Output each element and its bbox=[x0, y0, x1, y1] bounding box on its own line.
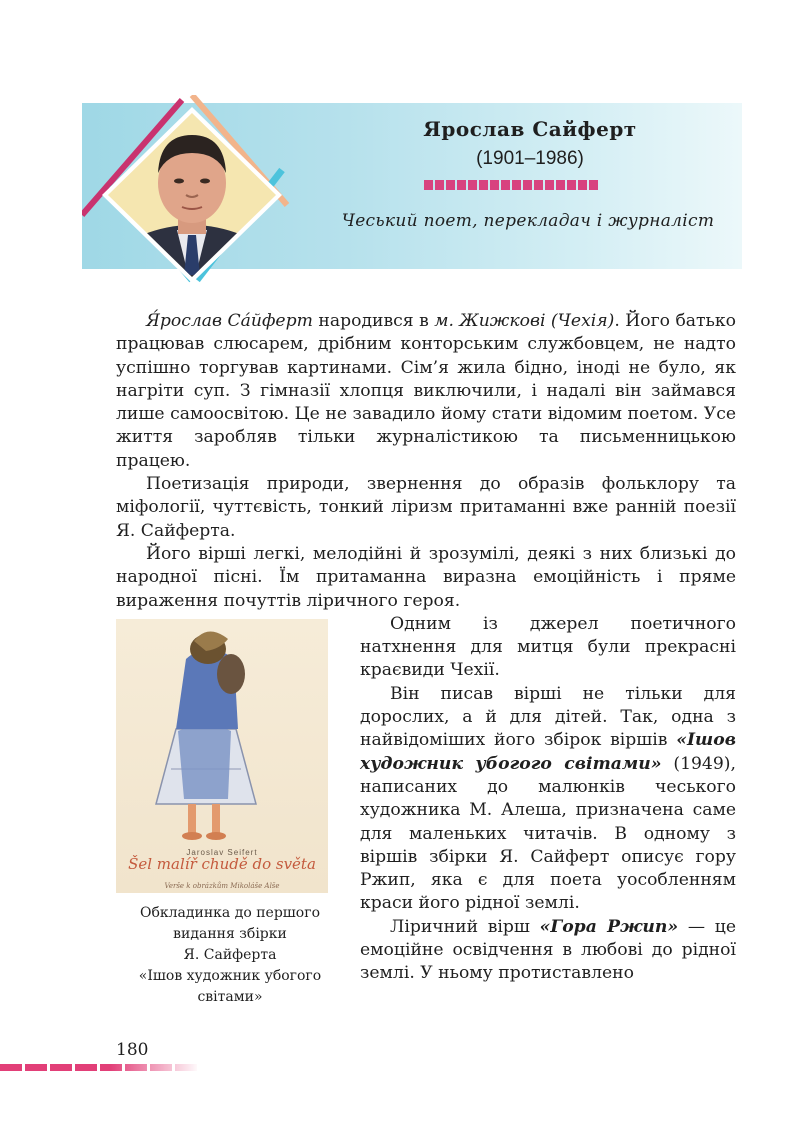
book-cover-image bbox=[116, 619, 328, 893]
author-name: Ярослав Сайферт bbox=[423, 117, 637, 141]
paragraph-4: Одним із джерел поетичного натхнення для митця були прекрасні краєвиди Чехії. bbox=[360, 613, 736, 681]
article-body bbox=[116, 310, 736, 1021]
author-portrait bbox=[82, 95, 302, 285]
page-number: 180 bbox=[116, 1040, 149, 1060]
collection-title: «Ішов художник убогого світами» bbox=[360, 730, 736, 774]
author-name-inline: Я́рослав Са́йферт bbox=[146, 311, 313, 331]
paragraph-5: Він писав вірші не тільки для дорослих, а й для дітей. Так, одна з найвідоміших його збірок віршів «Ішов художник убогого світами» (1949), написаних до малюнків чеського художника М. Алеша, призначена саме для маленьких читачів. В одному з віршів збірки Я. Сайферт описує гору Ржип, яка є для поета уособленням краси його рідної землі. bbox=[360, 683, 736, 914]
birthplace: м. Жижкові (Чехія) bbox=[434, 311, 615, 331]
cover-subtitle: Verše k obrázkům Mikoláše Alše bbox=[164, 881, 280, 890]
figure bbox=[114, 619, 346, 1021]
cover-title: Šel malíř chudě do světa bbox=[128, 854, 316, 873]
cover-author: Jaroslav Seifert bbox=[186, 847, 258, 857]
paragraph-6: Ліричний вірш «Гора Ржип» — це емоційне освідчення в любові до рідної землі. У ньому протиставлено bbox=[360, 916, 737, 984]
figure-caption: Обкладинка до першого видання збірки Я. Сайферта «Ішов художник убогого світами» bbox=[138, 904, 322, 1005]
author-role: Чеський поет, перекладач і журналіст bbox=[341, 211, 715, 231]
decorative-dots bbox=[424, 180, 600, 190]
paragraph-3: Його вірші легкі, мелодійні й зрозумілі, деякі з них близькі до народної пісні. Їм притаманна виразна емоційність і пряме вираження почуттів ліричного героя. bbox=[116, 543, 736, 611]
portrait-frame bbox=[82, 95, 302, 285]
author-years: (1901–1986) bbox=[476, 148, 584, 169]
poem-title: «Гора Ржип» bbox=[539, 916, 679, 937]
paragraph-2: Поетизація природи, звернення до образів фольклору та міфології, чуттєвість, тонкий ліризм притаманні вже ранній поезії Я. Сайферта. bbox=[116, 474, 736, 541]
footer-decoration bbox=[0, 1064, 200, 1071]
paragraph-1: Я́рослав Са́йферт народився в м. Жижкові (Чехія). Його батько працював слюсарем, дрібним конторським службовцем, не надто успішно торгував картинами. Сім’я жила бідно, іноді не було, як нагріти суп. З гімназії хлопця виключили, і надалі він займався лише самоосвітою. Це не завадило йому стати відомим поетом. Усе життя заробляв тільки журналістикою та письменницькою працею. bbox=[116, 311, 736, 471]
